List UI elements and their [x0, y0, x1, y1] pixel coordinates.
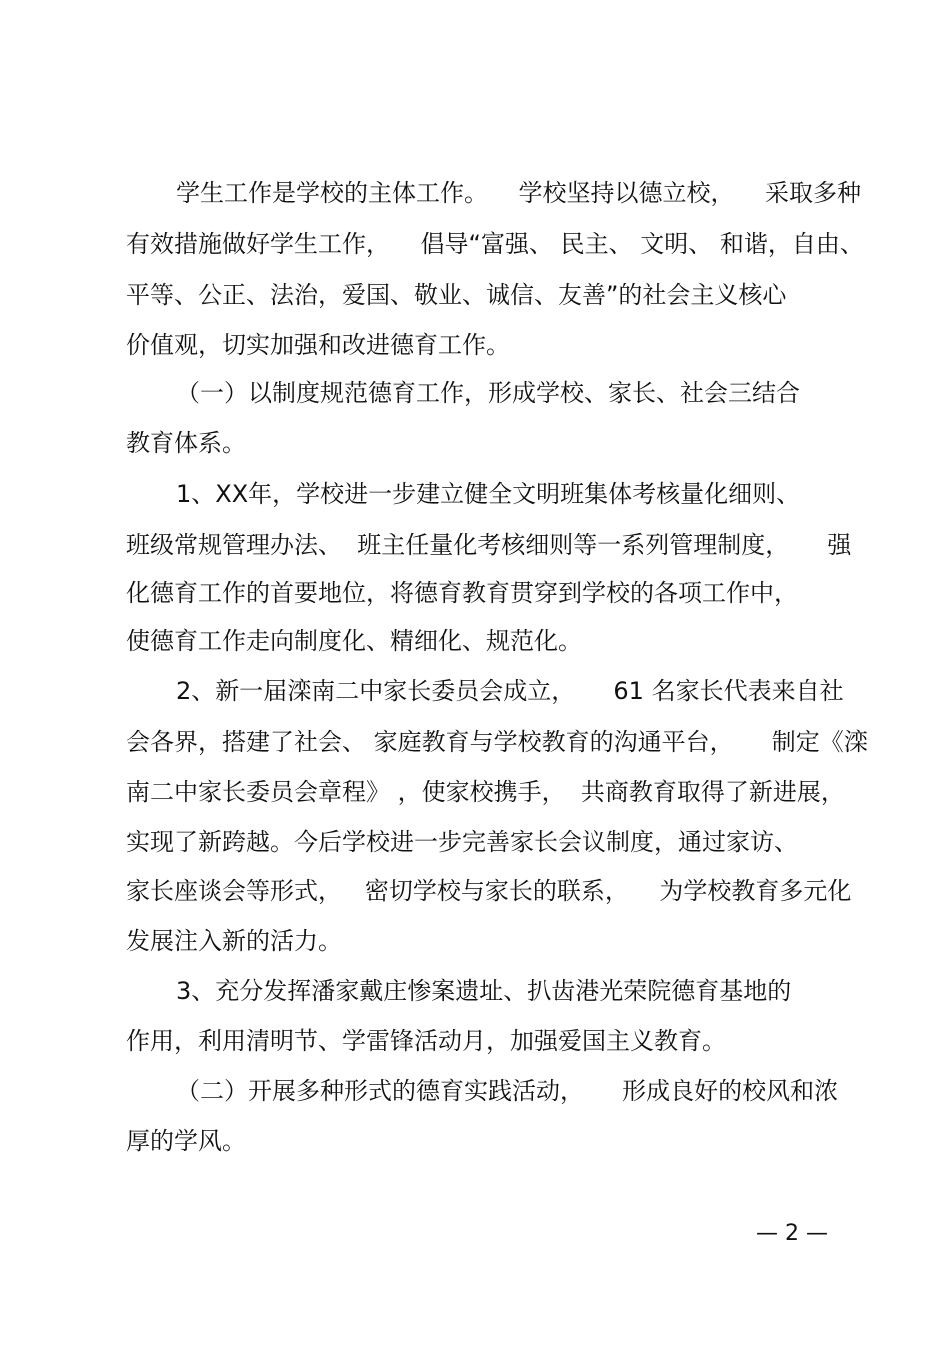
paragraph-line: 化德育工作的首要地位，将德育教育贯穿到学校的各项工作中，	[126, 579, 798, 607]
paragraph-line: 家长座谈会等形式， 密切学校与家长的联系， 为学校教育多元化	[126, 877, 852, 905]
paragraph-line: 价值观，切实加强和改进德育工作。	[126, 331, 510, 359]
paragraph-line: 3、充分发挥潘家戴庄惨案遗址、扒齿港光荣院德育基地的	[176, 977, 792, 1005]
paragraph-line: 使德育工作走向制度化、精细化、规范化。	[126, 627, 582, 655]
section-heading-line: （二）开展多种形式的德育实践活动， 形成良好的校风和浓	[176, 1077, 839, 1105]
page-number: — 2 —	[756, 1221, 828, 1246]
paragraph-line: 2、新一届滦南二中家长委员会成立， 61 名家长代表来自社	[176, 677, 844, 705]
section-heading-line: 教育体系。	[126, 429, 246, 457]
paragraph-line: 发展注入新的活力。	[126, 927, 342, 955]
paragraph-line: 1、XX年，学校进一步建立健全文明班集体考核量化细则、	[176, 480, 801, 508]
paragraph-line: 作用，利用清明节、学雷锋活动月，加强爱国主义教育。	[126, 1027, 726, 1055]
paragraph-line: 会各界，搭建了社会、 家庭教育与学校教育的沟通平台， 制定《滦	[126, 728, 868, 756]
paragraph-line: 班级常规管理办法、 班主任量化考核细则等一系列管理制度， 强	[126, 531, 852, 559]
paragraph-line: 有效措施做好学生工作， 倡导“富强、 民主、 文明、 和谐，自由、	[126, 230, 864, 258]
paragraph-line: 平等、公正、法治，爱国、敬业、诚信、友善”的社会主义核心	[126, 281, 787, 309]
section-heading-line: （一）以制度规范德育工作，形成学校、家长、社会三结合	[176, 379, 800, 407]
paragraph-line: 学生工作是学校的主体工作。 学校坚持以德立校， 采取多种	[176, 179, 862, 207]
section-heading-line: 厚的学风。	[126, 1127, 246, 1155]
paragraph-line: 实现了新跨越。今后学校进一步完善家长会议制度，通过家访、	[126, 828, 798, 856]
paragraph-line: 南二中家长委员会章程》 ，使家校携手， 共商教育取得了新进展，	[126, 778, 845, 806]
